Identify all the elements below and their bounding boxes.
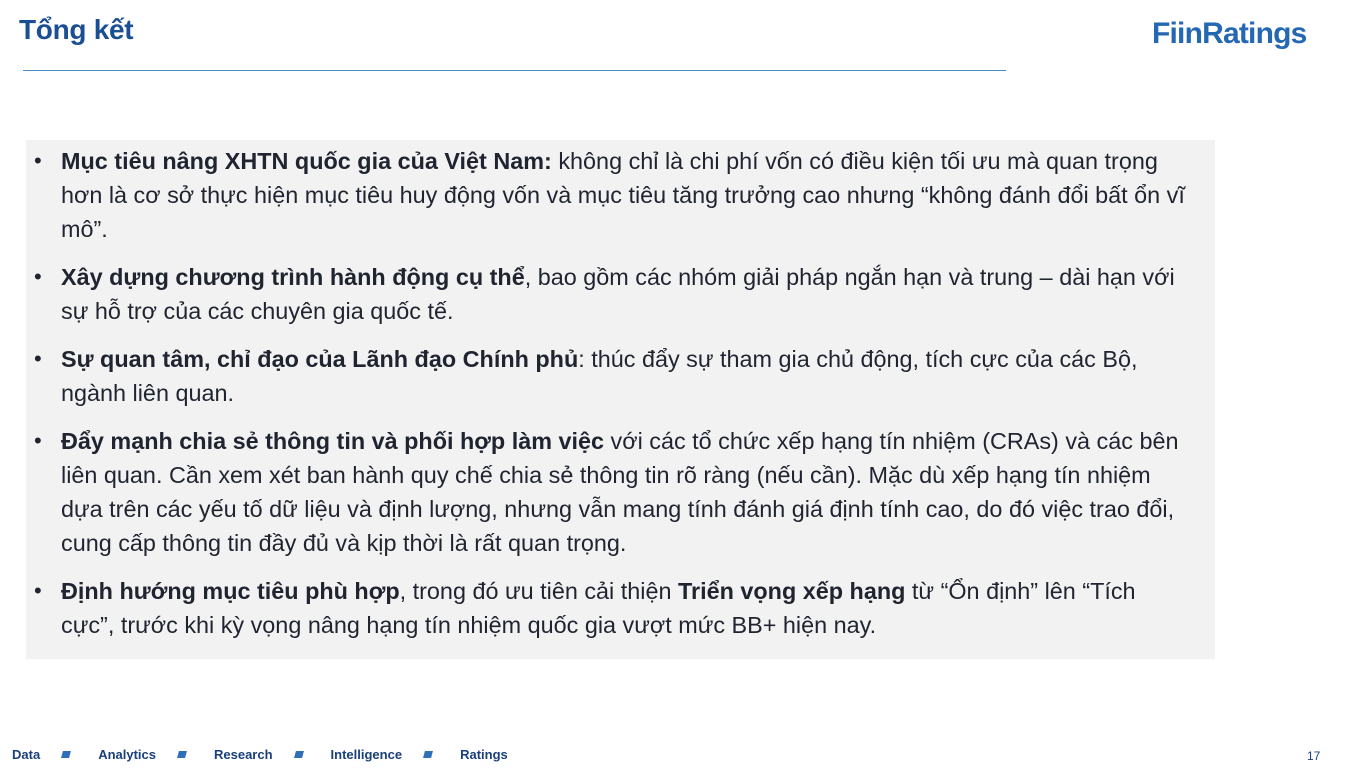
bullet-bold-text: Triển vọng xếp hạng [677,578,906,604]
summary-panel [26,140,1215,659]
bullet-dot-icon: • [34,578,42,603]
footer-separator-icon [423,751,433,758]
bullet-item [34,424,1195,560]
bullet-dot-icon: • [34,346,42,371]
bullet-dot-icon: • [34,428,42,453]
footer-item-research: Research [214,747,273,762]
page-number: 17 [1307,749,1321,763]
bullet-text: : thúc đẩy sự tham gia chủ động, tích cực của các Bộ, ngành liên quan. [61,346,1138,406]
bullet-text: không chỉ là chi phí vốn có điều kiện tối ưu mà quan trọng hơn là cơ sở thực hiện mục tiêu huy động vốn và mục tiêu tăng trưởng cao nhưng “không đánh đổi bất ổn vĩ mô”. [61,148,1185,242]
footer-item-intelligence: Intelligence [330,747,403,762]
footer-tagline [12,747,508,762]
bullet-dot-icon: • [34,264,42,289]
fiinratings-logo: FiinRatings [1152,17,1307,50]
bullet-bold-text: Mục tiêu nâng XHTN quốc gia của Việt Nam: [61,148,552,174]
footer-item-analytics: Analytics [98,747,156,762]
footer-separator-icon [177,751,187,758]
bullet-dot-icon: • [34,148,42,173]
bullet-item [34,342,1195,410]
bullet-item [34,574,1195,642]
bullet-bold-text: Sự quan tâm, chỉ đạo của Lãnh đạo Chính phủ [61,346,579,372]
bullet-item [34,260,1195,328]
slide-title: Tổng kết [19,14,134,45]
bullet-list [34,144,1195,642]
footer-separator-icon [294,751,304,758]
footer-item-ratings: Ratings [460,747,508,762]
bullet-bold-text: Đẩy mạnh chia sẻ thông tin và phối hợp làm việc [61,428,605,454]
bullet-bold-text: Xây dựng chương trình hành động cụ thể [61,264,525,290]
bullet-text: , bao gồm các nhóm giải pháp ngắn hạn và trung – dài hạn với sự hỗ trợ của các chuyên gia quốc tế. [61,264,1175,324]
bullet-item [34,144,1195,246]
bullet-text: với các tổ chức xếp hạng tín nhiệm (CRAs) và các bên liên quan. Cần xem xét ban hành quy chế chia sẻ thông tin rõ ràng (nếu cần). Mặc dù xếp hạng tín nhiệm dựa trên các yếu tố dữ liệu và định lượng, nhưng vẫn mang tính đánh giá định tính cao, do đó việc trao đổi, cung cấp thông tin đầy đủ và kịp thời là rất quan trọng. [61,428,1179,556]
bullet-text: từ “Ổn định” lên “Tích cực”, trước khi kỳ vọng nâng hạng tín nhiệm quốc gia vượt mức BB+ hiện nay. [61,578,1136,638]
bullet-bold-text: Định hướng mục tiêu phù hợp [61,578,400,604]
title-divider [23,70,1006,71]
footer-separator-icon [61,751,71,758]
footer-item-data: Data [12,747,41,762]
bullet-text: , trong đó ưu tiên cải thiện [399,578,678,604]
